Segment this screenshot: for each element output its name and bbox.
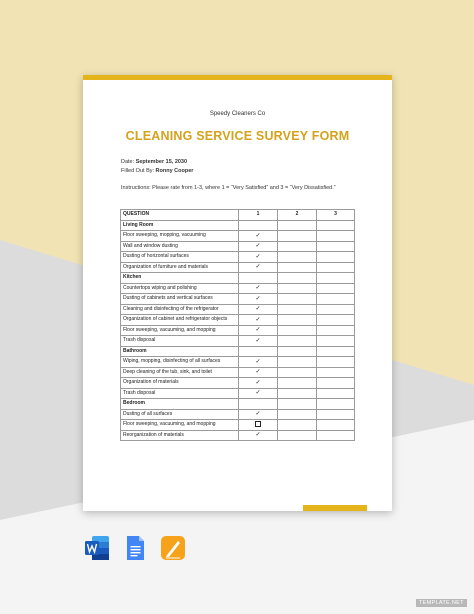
- checkmark-icon: ✓: [255, 285, 261, 292]
- question-label: Dusting of cabinets and vertical surfaces: [121, 294, 239, 305]
- checkmark-icon: ✓: [255, 295, 261, 302]
- rating-cell-2[interactable]: [278, 388, 317, 399]
- question-label: Organization of furniture and materials: [121, 262, 239, 273]
- rating-cell-1[interactable]: [239, 336, 278, 347]
- column-header-1: 1: [239, 210, 278, 221]
- table-row: [121, 241, 355, 252]
- rating-cell-2[interactable]: [278, 241, 317, 252]
- survey-table-body: [121, 220, 355, 441]
- rating-cell-2[interactable]: [278, 294, 317, 305]
- checkmark-icon: ✓: [255, 316, 261, 323]
- company-name: Speedy Cleaners Co: [209, 111, 266, 117]
- checkmark-icon: ✓: [255, 379, 261, 386]
- question-label: Dusting of all surfaces: [121, 409, 239, 420]
- empty-cell: [278, 399, 317, 410]
- rating-cell-1[interactable]: [239, 388, 278, 399]
- top-accent-bar: [83, 75, 392, 80]
- empty-cell: [317, 346, 355, 357]
- question-label: Trash disposal: [121, 336, 239, 347]
- rating-cell-2[interactable]: [278, 378, 317, 389]
- rating-cell-1[interactable]: [239, 294, 278, 305]
- checkmark-icon: ✓: [255, 243, 261, 250]
- rating-cell-2[interactable]: [278, 420, 317, 431]
- table-row: [121, 388, 355, 399]
- checkmark-icon: ✓: [255, 253, 261, 260]
- rating-cell-1[interactable]: [239, 357, 278, 368]
- table-header-row: [121, 210, 355, 221]
- question-label: Organization of materials: [121, 378, 239, 389]
- checkmark-icon: ✓: [255, 369, 261, 376]
- table-row: [121, 409, 355, 420]
- rating-cell-2[interactable]: [278, 325, 317, 336]
- question-label: Floor sweeping, vacuuming, and mopping: [121, 420, 239, 431]
- empty-cell: [239, 346, 278, 357]
- table-row: [121, 357, 355, 368]
- rating-cell-2[interactable]: [278, 409, 317, 420]
- checkmark-icon: ✓: [255, 264, 261, 271]
- empty-cell: [239, 273, 278, 284]
- table-row: [121, 231, 355, 242]
- checkmark-icon: ✓: [255, 306, 261, 313]
- rating-cell-2[interactable]: [278, 283, 317, 294]
- table-row: [121, 367, 355, 378]
- instructions: Instructions: Please rate from 1-3, where 1 = “Very Satisfied” and 3 = “Very Dissatisfied.”: [121, 185, 336, 191]
- rating-cell-2[interactable]: [278, 304, 317, 315]
- rating-cell-2[interactable]: [278, 252, 317, 263]
- rating-cell-3[interactable]: [317, 283, 355, 294]
- rating-cell-3[interactable]: [317, 262, 355, 273]
- table-row: [121, 378, 355, 389]
- watermark: TEMPLATE.NET: [416, 599, 467, 607]
- question-label: Dusting of horizontal surfaces: [121, 252, 239, 263]
- section-label: Bedroom: [121, 399, 239, 410]
- section-label: Bathroom: [121, 346, 239, 357]
- google-docs-icon[interactable]: [122, 535, 148, 561]
- checkmark-icon: ✓: [255, 232, 261, 239]
- table-row: [121, 315, 355, 326]
- empty-cell: [239, 220, 278, 231]
- rating-cell-1[interactable]: [239, 304, 278, 315]
- rating-cell-2[interactable]: [278, 430, 317, 441]
- table-row: [121, 262, 355, 273]
- table-row: [121, 420, 355, 431]
- filled-by-line: [121, 168, 193, 174]
- question-label: Wiping, mopping, disinfecting of all surfaces: [121, 357, 239, 368]
- question-label: Floor sweeping, vacuuming, and mopping: [121, 325, 239, 336]
- empty-cell: [317, 220, 355, 231]
- rating-cell-1[interactable]: [239, 378, 278, 389]
- filled-by-label: Filled Out By:: [121, 168, 155, 174]
- rating-cell-2[interactable]: [278, 357, 317, 368]
- rating-cell-1[interactable]: [239, 420, 278, 431]
- table-row: [121, 294, 355, 305]
- rating-cell-3[interactable]: [317, 430, 355, 441]
- question-label: Cleaning and disinfecting of the refrigerator: [121, 304, 239, 315]
- checkmark-icon: ✓: [255, 390, 261, 397]
- rating-cell-1[interactable]: [239, 315, 278, 326]
- rating-cell-3[interactable]: [317, 294, 355, 305]
- section-label: Kitchen: [121, 273, 239, 284]
- date-line: [121, 159, 187, 165]
- survey-table: [120, 209, 355, 441]
- column-header-2: 2: [278, 210, 317, 221]
- date-value: September 15, 2030: [135, 159, 188, 165]
- rating-cell-3[interactable]: [317, 409, 355, 420]
- section-label: Living Room: [121, 220, 239, 231]
- rating-cell-3[interactable]: [317, 420, 355, 431]
- checkmark-icon: ✓: [255, 327, 261, 334]
- document-page: [83, 75, 392, 511]
- checkmark-icon: ✓: [255, 411, 261, 418]
- rating-cell-3[interactable]: [317, 336, 355, 347]
- table-row: [121, 252, 355, 263]
- question-label: Wall and window dusting: [121, 241, 239, 252]
- rating-cell-3[interactable]: [317, 315, 355, 326]
- column-header-3: 3: [317, 210, 355, 221]
- section-row: [121, 346, 355, 357]
- empty-cell: [278, 273, 317, 284]
- date-label: Date:: [121, 159, 135, 165]
- rating-cell-1[interactable]: [239, 252, 278, 263]
- rating-cell-2[interactable]: [278, 336, 317, 347]
- rating-cell-1[interactable]: [239, 409, 278, 420]
- question-label: Deep cleaning of the tub, sink, and toilet: [121, 367, 239, 378]
- table-row: [121, 336, 355, 347]
- rating-cell-3[interactable]: [317, 241, 355, 252]
- rating-cell-3[interactable]: [317, 378, 355, 389]
- word-icon[interactable]: [84, 535, 110, 561]
- rating-cell-1[interactable]: [239, 430, 278, 441]
- empty-cell: [317, 273, 355, 284]
- checkmark-icon: ✓: [255, 358, 261, 365]
- rating-cell-3[interactable]: [317, 304, 355, 315]
- filled-by-value: Ronny Cooper: [155, 168, 194, 174]
- column-header-question: QUESTION: [121, 210, 239, 221]
- question-label: Trash disposal: [121, 388, 239, 399]
- checkmark-icon: ✓: [255, 432, 261, 439]
- rating-cell-1[interactable]: [239, 231, 278, 242]
- rating-cell-3[interactable]: [317, 388, 355, 399]
- question-label: Countertops wiping and polishing: [121, 283, 239, 294]
- rating-cell-1[interactable]: [239, 325, 278, 336]
- question-label: Floor sweeping, mopping, vacuuming: [121, 231, 239, 242]
- table-row: [121, 430, 355, 441]
- rating-cell-1[interactable]: [239, 367, 278, 378]
- rating-cell-3[interactable]: [317, 325, 355, 336]
- empty-checkbox-icon[interactable]: [255, 421, 261, 427]
- table-row: [121, 325, 355, 336]
- rating-cell-3[interactable]: [317, 367, 355, 378]
- section-row: [121, 220, 355, 231]
- checkmark-icon: ✓: [255, 337, 261, 344]
- rating-cell-3[interactable]: [317, 252, 355, 263]
- rating-cell-3[interactable]: [317, 357, 355, 368]
- bottom-accent-bar: [303, 505, 367, 511]
- rating-cell-2[interactable]: [278, 262, 317, 273]
- empty-cell: [278, 346, 317, 357]
- section-row: [121, 273, 355, 284]
- pages-icon[interactable]: [160, 535, 186, 561]
- rating-cell-2[interactable]: [278, 231, 317, 242]
- question-label: Reorganization of materials: [121, 430, 239, 441]
- rating-cell-1[interactable]: [239, 283, 278, 294]
- question-label: Organization of cabinet and refrigerator objects: [121, 315, 239, 326]
- table-row: [121, 283, 355, 294]
- rating-cell-2[interactable]: [278, 367, 317, 378]
- rating-cell-1[interactable]: [239, 262, 278, 273]
- section-row: [121, 399, 355, 410]
- form-title: CLEANING SERVICE SURVEY FORM: [125, 129, 350, 143]
- table-row: [121, 304, 355, 315]
- rating-cell-2[interactable]: [278, 315, 317, 326]
- empty-cell: [278, 220, 317, 231]
- empty-cell: [239, 399, 278, 410]
- rating-cell-3[interactable]: [317, 231, 355, 242]
- empty-cell: [317, 399, 355, 410]
- rating-cell-1[interactable]: [239, 241, 278, 252]
